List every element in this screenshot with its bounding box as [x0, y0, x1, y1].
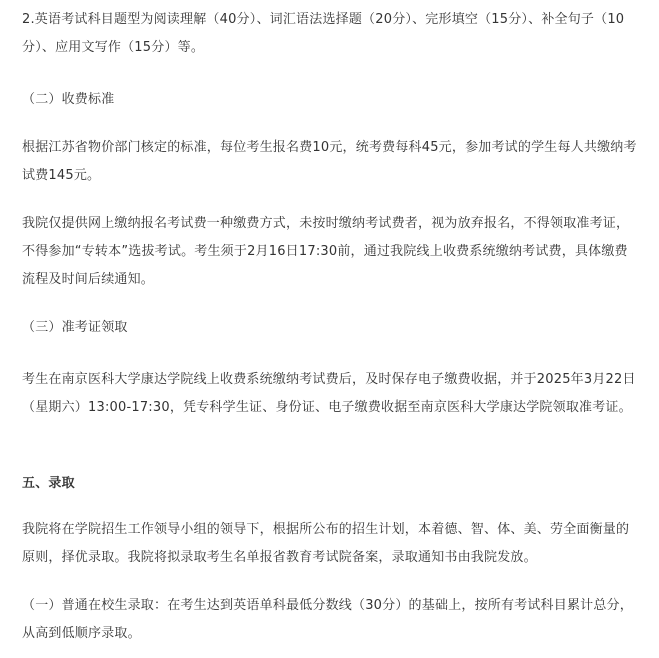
section-heading-admission: 五、录取: [22, 476, 75, 491]
paragraph-admission-principle: 我院将在学院招生工作领导小组的领导下，根据所公布的招生计划，本着德、智、体、美、劳全面衡量的原则，择优录取。我院将拟录取考生名单报省教育考试院备案，录取通知书由我院发放。: [22, 522, 630, 565]
paragraph-fee-payment: 我院仅提供网上缴纳报名考试费一种缴费方式，未按时缴纳考试费者，视为放弃报名，不得领取准考证，不得参加“专转本”选拔考试。考生须于2月16日17:30前，通过我院线上收费系统缴纳考试费，具体缴费流程及时间后续通知。: [22, 216, 630, 287]
section-heading-fee-standard: （二）收费标准: [22, 92, 115, 107]
section-heading-ticket-collection: （三）准考证领取: [22, 320, 128, 335]
paragraph-ticket-collection: 考生在南京医科大学康达学院线上收费系统缴纳考试费后，及时保存电子缴费收据，并于2025年3月22日（星期六）13:00-17:30，凭专科学生证、身份证、电子缴费收据至南京医科大学康达学院领取准考证。: [22, 372, 636, 415]
paragraph-fee-standard: 根据江苏省物价部门核定的标准，每位考生报名费10元，统考费每科45元，参加考试的学生每人共缴纳考试费145元。: [22, 140, 637, 183]
paragraph-english-subjects: 2.英语考试科目题型为阅读理解（40分）、词汇语法选择题（20分）、完形填空（15分）、补全句子（10分）、应用文写作（15分）等。: [22, 12, 625, 55]
paragraph-general-admission: （一）普通在校生录取：在考生达到英语单科最低分数线（30分）的基础上，按所有考试科目累计总分，从高到低顺序录取。: [22, 598, 633, 641]
